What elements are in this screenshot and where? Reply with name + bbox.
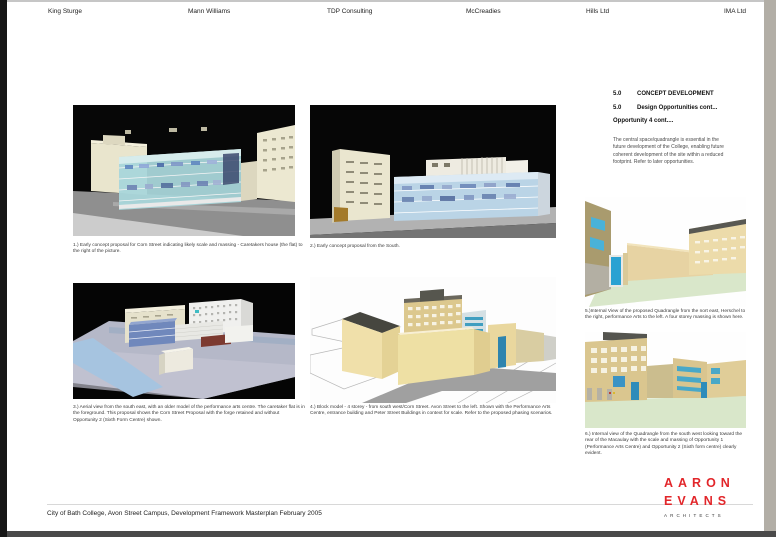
section-heading-design-opportunities <box>613 105 753 111</box>
figure-3-caption: 3.) Aerial view from the south east, with an older model of the performance arts centre. The caretaker flat is in the foreground. This proposal shows the Corn Street Proposal with the forge retained and without Opportunity 2 (Sixth Form Centre) shown. <box>73 405 305 423</box>
consultant-name: Hills Ltd <box>586 8 610 15</box>
consultant-name: TDP Consulting <box>327 8 373 15</box>
logo-tagline: ARCHITECTS <box>664 512 724 518</box>
figure-5-caption: 5.)Internal View of the proposed Quadrangle from the nort east, Herschel to the right, performance Arts to the left. A four storey massing is shown here. <box>585 309 746 321</box>
figure-2-render <box>310 105 556 238</box>
section-number: 5.0 <box>613 105 622 111</box>
section-heading-concept-development <box>613 91 753 97</box>
consultant-name: IMA Ltd <box>724 8 747 15</box>
quadrangle-view-northeast-render <box>585 197 746 307</box>
page-edge-right <box>764 0 776 537</box>
figure-6-render <box>585 332 746 428</box>
section-title: Design Opportunities cont... <box>637 105 718 111</box>
figure-4-render <box>310 277 556 403</box>
section-number: 5.0 <box>613 91 622 97</box>
consultant-name: McCreadies <box>466 8 501 15</box>
page-edge-top <box>7 0 764 2</box>
opportunity-subheading: Opportunity 4 cont.... <box>613 118 674 124</box>
opportunity-body-text: The central space/quadrangle is essential in the future development of the College, enabling future coherent development of the site within a reduced footprint. Refer to later opportunities. <box>613 137 724 165</box>
footer-divider <box>47 504 753 505</box>
aerial-view-render <box>73 283 295 399</box>
page-edge-left <box>0 0 7 537</box>
figure-5-render <box>585 197 746 307</box>
figure-6-caption: 6.) Internal view of the Quadrangle from the south west looking toward the rear of the Macaulay with the scale and massing of Opportunity 1 (Performance Arts Centre) and Opportunity 2 (Sixth form centre) clearly evident. <box>585 432 743 457</box>
block-model-render <box>310 277 556 403</box>
consultant-name: King Sturge <box>48 8 82 15</box>
consultant-name: Mann Williams <box>188 8 231 15</box>
figure-4-caption: 4.) Block model - 4 storey - from south west/Corn Street. Avon Street to the left. Shown with the Performance Arts Centre, entrance building and Peter Street Buildings in context for scale. Refer to the proposed phasing scenarios. <box>310 405 553 417</box>
page-edge-bottom <box>7 531 776 537</box>
section-title: CONCEPT DEVELOPMENT <box>637 91 714 97</box>
logo-line-1: AARON <box>664 476 735 490</box>
figure-2-caption: 2.) Early concept proposal from the South. <box>310 244 400 249</box>
south-elevation-night-render <box>310 105 556 238</box>
corn-street-night-render <box>73 105 295 236</box>
figure-1-render <box>73 105 295 236</box>
logo-line-2: EVANS <box>664 493 732 508</box>
project-title: City of Bath College, Avon Street Campus, Development Framework Masterplan February 2005 <box>47 510 322 517</box>
quadrangle-view-southwest-render <box>585 332 746 428</box>
figure-1-caption: 1.) Early concept proposal for Corn Street indicating likely scale and massing - Caretakers house (the flat) to the right of the picture. <box>73 243 303 255</box>
figure-3-render <box>73 283 295 399</box>
aaron-evans-logo <box>664 475 734 518</box>
